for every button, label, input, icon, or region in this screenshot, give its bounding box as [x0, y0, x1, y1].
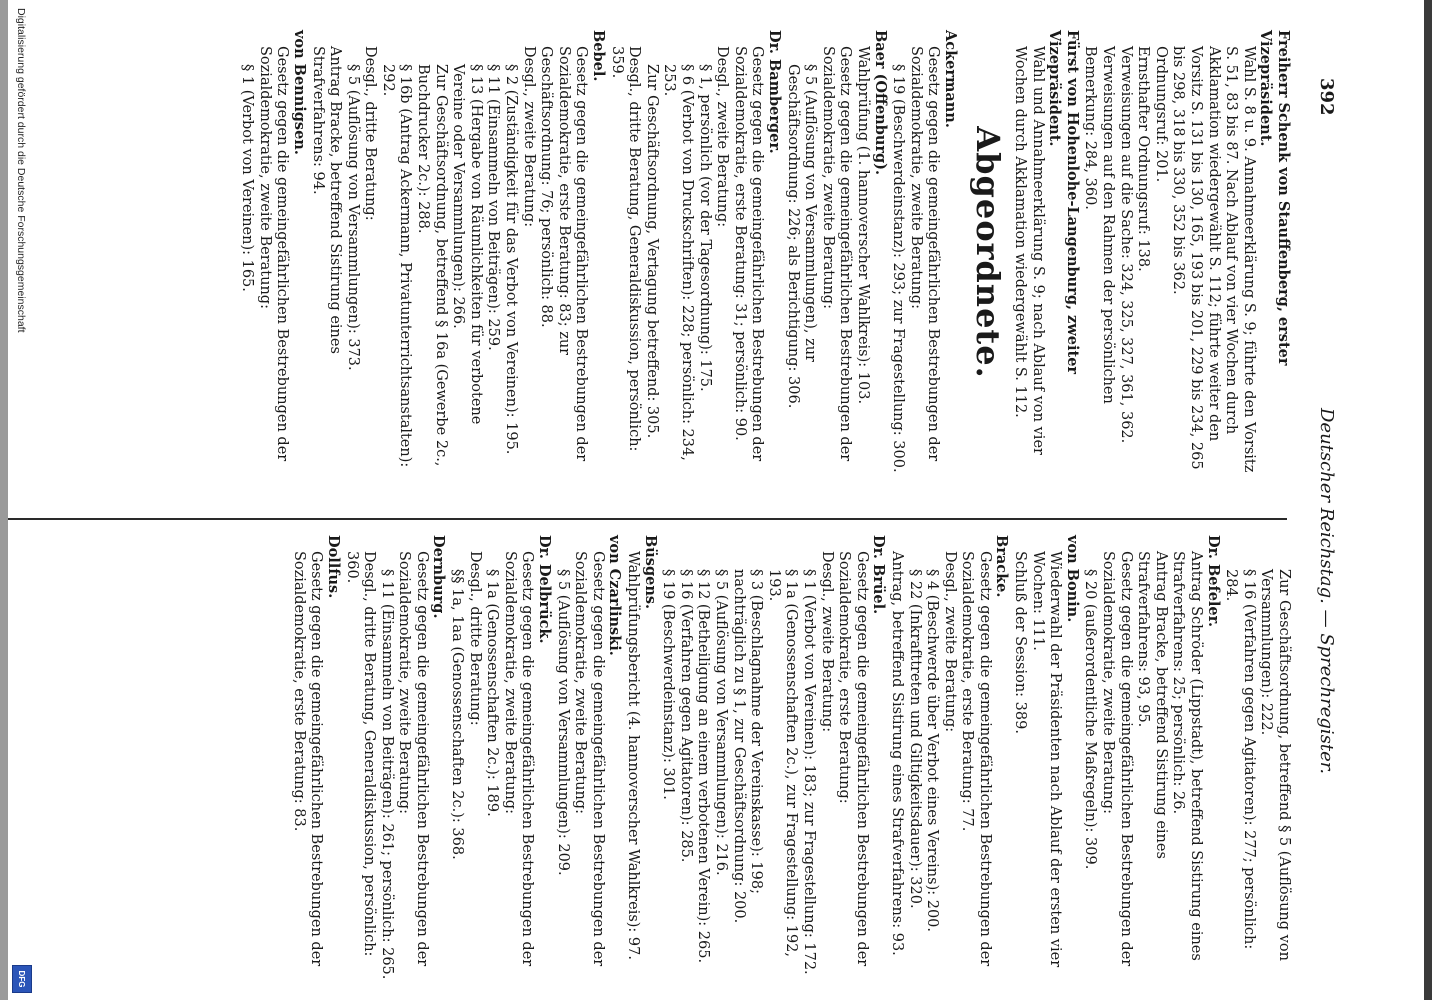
section-heading: Abgeordnete.: [969, 126, 1008, 379]
index-entry: Gesetz gegen die gemeingefährlichen Bestrebungen der Sozialdemokratie, erste Beratung: 77.: [959, 551, 993, 971]
column-divider: [0, 518, 1287, 520]
index-entry: Verweisungen auf den Rahmen der persönlichen Bemerkung: 284, 360.: [1082, 46, 1117, 409]
index-subentry: §§ 1a, 1aa (Genossenschaften 2c.): 368.: [449, 569, 466, 860]
index-entry: Ordnungsruf: 201.: [1152, 46, 1169, 183]
index-entry: Wahlprüfungsbericht (4. hannoverscher Wahlkreis): 97.: [625, 551, 642, 960]
index-subentry: § 1, persönlich (vor der Tagesordnung): 175.: [696, 64, 713, 392]
index-entry: Ernsthafter Ordnungsruf: 138.: [1135, 46, 1152, 272]
scan-edge-bottom: [0, 0, 8, 1000]
index-entry: Wahl S. 8 u. 9. Annahmeerklärung S. 9; führte den Vorsitz S. 51, 83 bis 87. Nach Ablauf von vier Wochen durch Akklamation wiedergewählt S. 112; führte weiter den Vorsitz S. 131 bis 130, 165, 193 bis 201, 229 bis 234, 265 bis 298, 318 bis 330, 352 bis 362.: [1170, 46, 1257, 477]
index-entry: Gesetz gegen die gemeingefährlichen Bestrebungen der Sozialdemokratie, zweite Beratung:: [501, 551, 536, 971]
index-subentry: § 16b (Antrag Ackermann, Privatunterrichtsanstalten): 292.: [379, 64, 414, 472]
index-entry: Antrag Bracke, betreffend Sistirung eines Strafverfahrens: 94.: [309, 46, 344, 359]
index-subentry: § 5 (Auflösung von Versammlungen): 373.: [344, 64, 361, 371]
index-subentry: § 19 (Beschwerdeinstanz): 301.: [660, 569, 677, 800]
index-entry: Gesetz gegen die gemeingefährlichen Bestrebungen der Sozialdemokratie, zweite Beratung:: [396, 551, 430, 971]
index-subentry: § 11 (Einsammeln von Beiträgen): 261; persönlich: 265.: [378, 569, 395, 980]
index-subentry: Zur Geschäftsordnung, betreffend § 5 (Auflösung von Versammlungen): 222.: [1258, 569, 1292, 966]
speaker-name: Dr. Delbrück.: [536, 535, 554, 644]
digitization-note: Digitalisierung gefördert durch die Deutsche Forschungsgemeinschaft: [15, 8, 27, 333]
index-subentry: § 1 (Verbot von Vereinen): 183; zur Fragestellung: 172.: [800, 569, 817, 975]
index-entry: Gesetz gegen die gemeingefährlichen Bestrebungen der Sozialdemokratie, erste Beratung: 83.: [290, 551, 325, 971]
speaker-name: Bebel.: [590, 30, 608, 82]
index-subentry: Zur Geschäftsordnung, betreffend § 16a (Gewerbe 2c., Buchdrucker 2c.): 288.: [415, 64, 449, 472]
index-subentry: § 19 (Beschwerdeinstanz): 293; zur Fragestellung: 300.: [890, 64, 907, 473]
speaker-name: Baer (Offenburg).: [871, 30, 889, 176]
index-subentry: § 6 (Verbot von Druckschriften): 228; persönlich: 234, 253.: [661, 64, 695, 466]
index-entry: Gesetz gegen die gemeingefährlichen Bestrebungen der Sozialdemokratie, zweite Beratung:: [819, 46, 854, 466]
index-entry: Gesetz gegen die gemeingefährlichen Bestrebungen der Sozialdemokratie, erste Beratung:: [836, 551, 870, 971]
page-number: 392: [1316, 78, 1337, 116]
index-entry: Gesetz gegen die gemeingefährlichen Bestrebungen der Sozialdemokratie, zweite Beratung:: [572, 551, 606, 971]
index-entry: Wiederwahl der Präsidenten nach Ablauf der ersten vier Wochen: 111.: [1029, 551, 1064, 972]
index-subentry: § 16 (Verfahren gegen Agitatoren): 277; persönlich: 284.: [1223, 569, 1257, 954]
index-subentry: Zur Geschäftsordnung, Vertagung betreffend: 305.: [643, 64, 660, 439]
dfg-logo: DFG: [12, 965, 32, 993]
index-entry: Desgl., dritte Beratung:: [362, 46, 379, 221]
index-entry: Gesetz gegen die gemeingefährlichen Bestrebungen der Sozialdemokratie, zweite Beratung:: [1100, 551, 1134, 971]
speaker-name: Büsgens.: [641, 535, 659, 610]
index-entry: Desgl., zweite Beratung:: [818, 551, 835, 733]
index-entry: Desgl., dritte Beratung:: [466, 551, 483, 726]
speaker-name: von Bennigsen.: [290, 30, 308, 155]
scan-edge-top: [1424, 0, 1432, 1000]
index-subentry: § 5 (Auflösung von Versammlungen): 216.: [713, 569, 729, 876]
index-entry: Desgl., zweite Beratung:: [941, 551, 958, 733]
speaker-name: von Bonin.: [1063, 535, 1081, 623]
index-subentry: § 3 (Beschlagnahme der Vereinskasse): 198; nachträglich zu § 1, zur Geschäftsordnung: 200.: [730, 569, 765, 924]
speaker-name: Dr. Brüel.: [870, 535, 888, 615]
speaker-name: Dernburg.: [430, 535, 448, 619]
index-subentry: § 1 (Verbot von Vereinen): 165.: [239, 64, 256, 292]
speaker-name: Freiherr Schenk von Stauffenberg, erster Vizepräsident.: [1257, 30, 1292, 371]
index-entry: Antrag Bracke, betreffend Sistirung eines Strafverfahrens: 93, 95.: [1135, 551, 1169, 864]
index-entry: Gesetz gegen die gemeingefährlichen Bestrebungen der Sozialdemokratie, erste Beratung: 31; persönlich: 90.: [731, 46, 766, 466]
index-entry: Gesetz gegen die gemeingefährlichen Bestrebungen der Sozialdemokratie, zweite Beratung:: [907, 46, 942, 466]
index-entry: Verweisungen auf die Sache: 324, 325, 327, 361, 362.: [1117, 46, 1134, 444]
index-entry: Schluß der Session: 389.: [1012, 551, 1029, 734]
index-subentry: § 1a (Genossenschaften 2c.), zur Fragestellung: 192, 193.: [765, 569, 800, 962]
index-subentry: § 20 (außerordentliche Maßregeln): 309.: [1082, 569, 1099, 870]
index-subentry: § 22 (Inkrafttreten und Giltigkeitsdauer): 320.: [906, 569, 923, 909]
page-header: [1311, 78, 1337, 938]
index-entry: Antrag, betreffend Sistirung eines Strafverfahrens: 93.: [888, 551, 905, 956]
right-column: [289, 535, 1292, 980]
index-entry: Desgl., zweite Beratung:: [714, 46, 731, 228]
speaker-name: Dr. Befeler.: [1204, 535, 1222, 628]
speaker-name: Fürst von Hohenlohe-Langenburg, zweiter Vizepräsident.: [1046, 30, 1081, 380]
index-entry: Antrag Schröder (Lippstadt), betreffend Sistirung eines Strafverfahrens: 25; persönlich: 26.: [1170, 551, 1205, 966]
speaker-name: Dollfus.: [324, 535, 342, 599]
index-subentry: § 5 (Auflösung von Versammlungen), zur Geschäftsordnung: 226; als Berichtigung: 306.: [784, 64, 819, 409]
speaker-name: von Czarlinski.: [606, 535, 624, 656]
index-entry: Gesetz gegen die gemeingefährlichen Bestrebungen der Sozialdemokratie, zweite Beratung:: [256, 46, 291, 466]
left-column: [238, 30, 1292, 475]
index-entry: Desgl., zweite Beratung:: [520, 46, 537, 228]
index-subentry: § 12 (Betheiligung an einem verbotenen Verein): 265.: [695, 569, 712, 964]
running-title: Deutscher Reichstag. — Sprechregister.: [1316, 408, 1337, 775]
index-entry: Gesetz gegen die gemeingefährlichen Bestrebungen der Sozialdemokratie, erste Beratung: 83; zur Geschäftsordnung: 76; persönlich: 88.: [538, 46, 590, 466]
speaker-name: Bracke.: [993, 535, 1011, 598]
index-subentry: § 5 (Auflösung von Versammlungen): 209.: [554, 569, 571, 876]
index-subentry: § 2 (Zuständigkeit für das Verbot von Vereinen): 195.: [503, 64, 520, 455]
index-subentry: § 11 (Einsammeln von Beiträgen): 259.: [485, 64, 502, 351]
index-entry: Desgl., dritte Beratung, Generaldiskussion, persönlich: 360.: [343, 551, 378, 962]
speaker-name: Dr. Bamberger.: [765, 30, 783, 154]
index-entry: Wahl und Annahmeerklärung S. 9; nach Ablauf von vier Wochen durch Akklamation wiedergewählt S. 112.: [1012, 46, 1046, 460]
index-subentry: § 4 (Beschwerde über Verbot eines Vereins): 200.: [924, 569, 941, 933]
index-entry: Desgl., dritte Beratung, Generaldiskussion, persönlich: 359.: [608, 46, 643, 457]
index-entry: Wahlprüfung (1. hannoverscher Wahlkreis): 103.: [854, 46, 871, 405]
index-subentry: § 16 (Verfahren gegen Agitatoren): 285.: [677, 569, 694, 863]
index-subentry: § 13 (Hergabe von Räumlichkeiten für verbotene Vereine oder Versammlungen): 266.: [450, 64, 484, 429]
index-subentry: § 1a (Genossenschaften 2c.): 189.: [484, 569, 501, 817]
speaker-name: Ackermann.: [941, 30, 959, 128]
